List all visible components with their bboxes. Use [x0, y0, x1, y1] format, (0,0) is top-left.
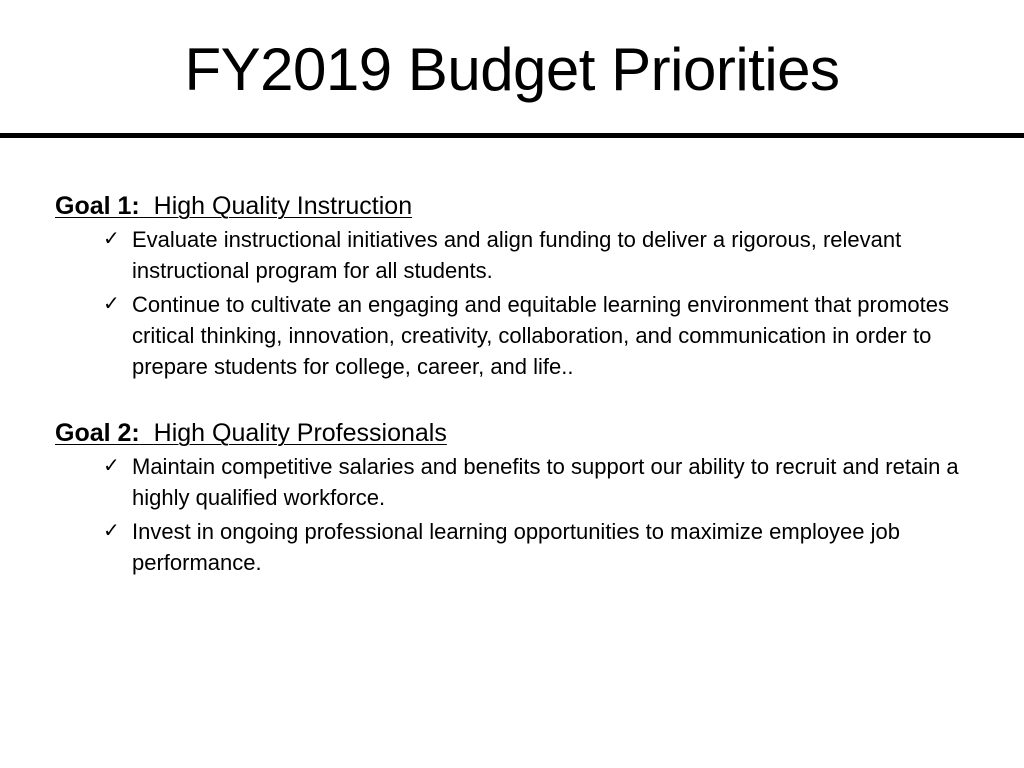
checkmark-icon: ✓ [103, 228, 120, 250]
bullet-text: Continue to cultivate an engaging and equitable learning environment that promotes critical thinking, innovation, creativity, collaboration, and communication in order to prepare students for college, career, and life.. [132, 292, 949, 379]
checkmark-icon: ✓ [103, 293, 120, 315]
bullet-text: Evaluate instructional initiatives and align funding to deliver a rigorous, relevant instructional program for all students. [132, 227, 902, 283]
goal-2-label: Goal 2: [55, 419, 140, 447]
bullet-text: Maintain competitive salaries and benefits to support our ability to recruit and retain a highly qualified workforce. [132, 454, 959, 510]
goal-1-name: High Quality Instruction [153, 192, 413, 220]
goal-2-heading [55, 417, 985, 449]
checkmark-icon: ✓ [103, 520, 120, 542]
list-item [55, 516, 985, 578]
goal-1-section [55, 190, 985, 382]
title-divider [0, 133, 1024, 138]
goal-2-bullets [55, 451, 985, 578]
goal-2-name: High Quality Professionals [153, 419, 447, 447]
goal-1-label: Goal 1: [55, 192, 140, 220]
list-item [55, 289, 985, 382]
list-item [55, 224, 985, 286]
goal-1-bullets [55, 224, 985, 382]
list-item [55, 451, 985, 513]
goal-2-section [55, 417, 985, 578]
goal-1-heading [55, 190, 985, 222]
slide-title: FY2019 Budget Priorities [184, 36, 840, 103]
bullet-text: Invest in ongoing professional learning opportunities to maximize employee job performance. [132, 519, 901, 575]
slide-content [55, 190, 985, 581]
checkmark-icon: ✓ [103, 455, 120, 477]
